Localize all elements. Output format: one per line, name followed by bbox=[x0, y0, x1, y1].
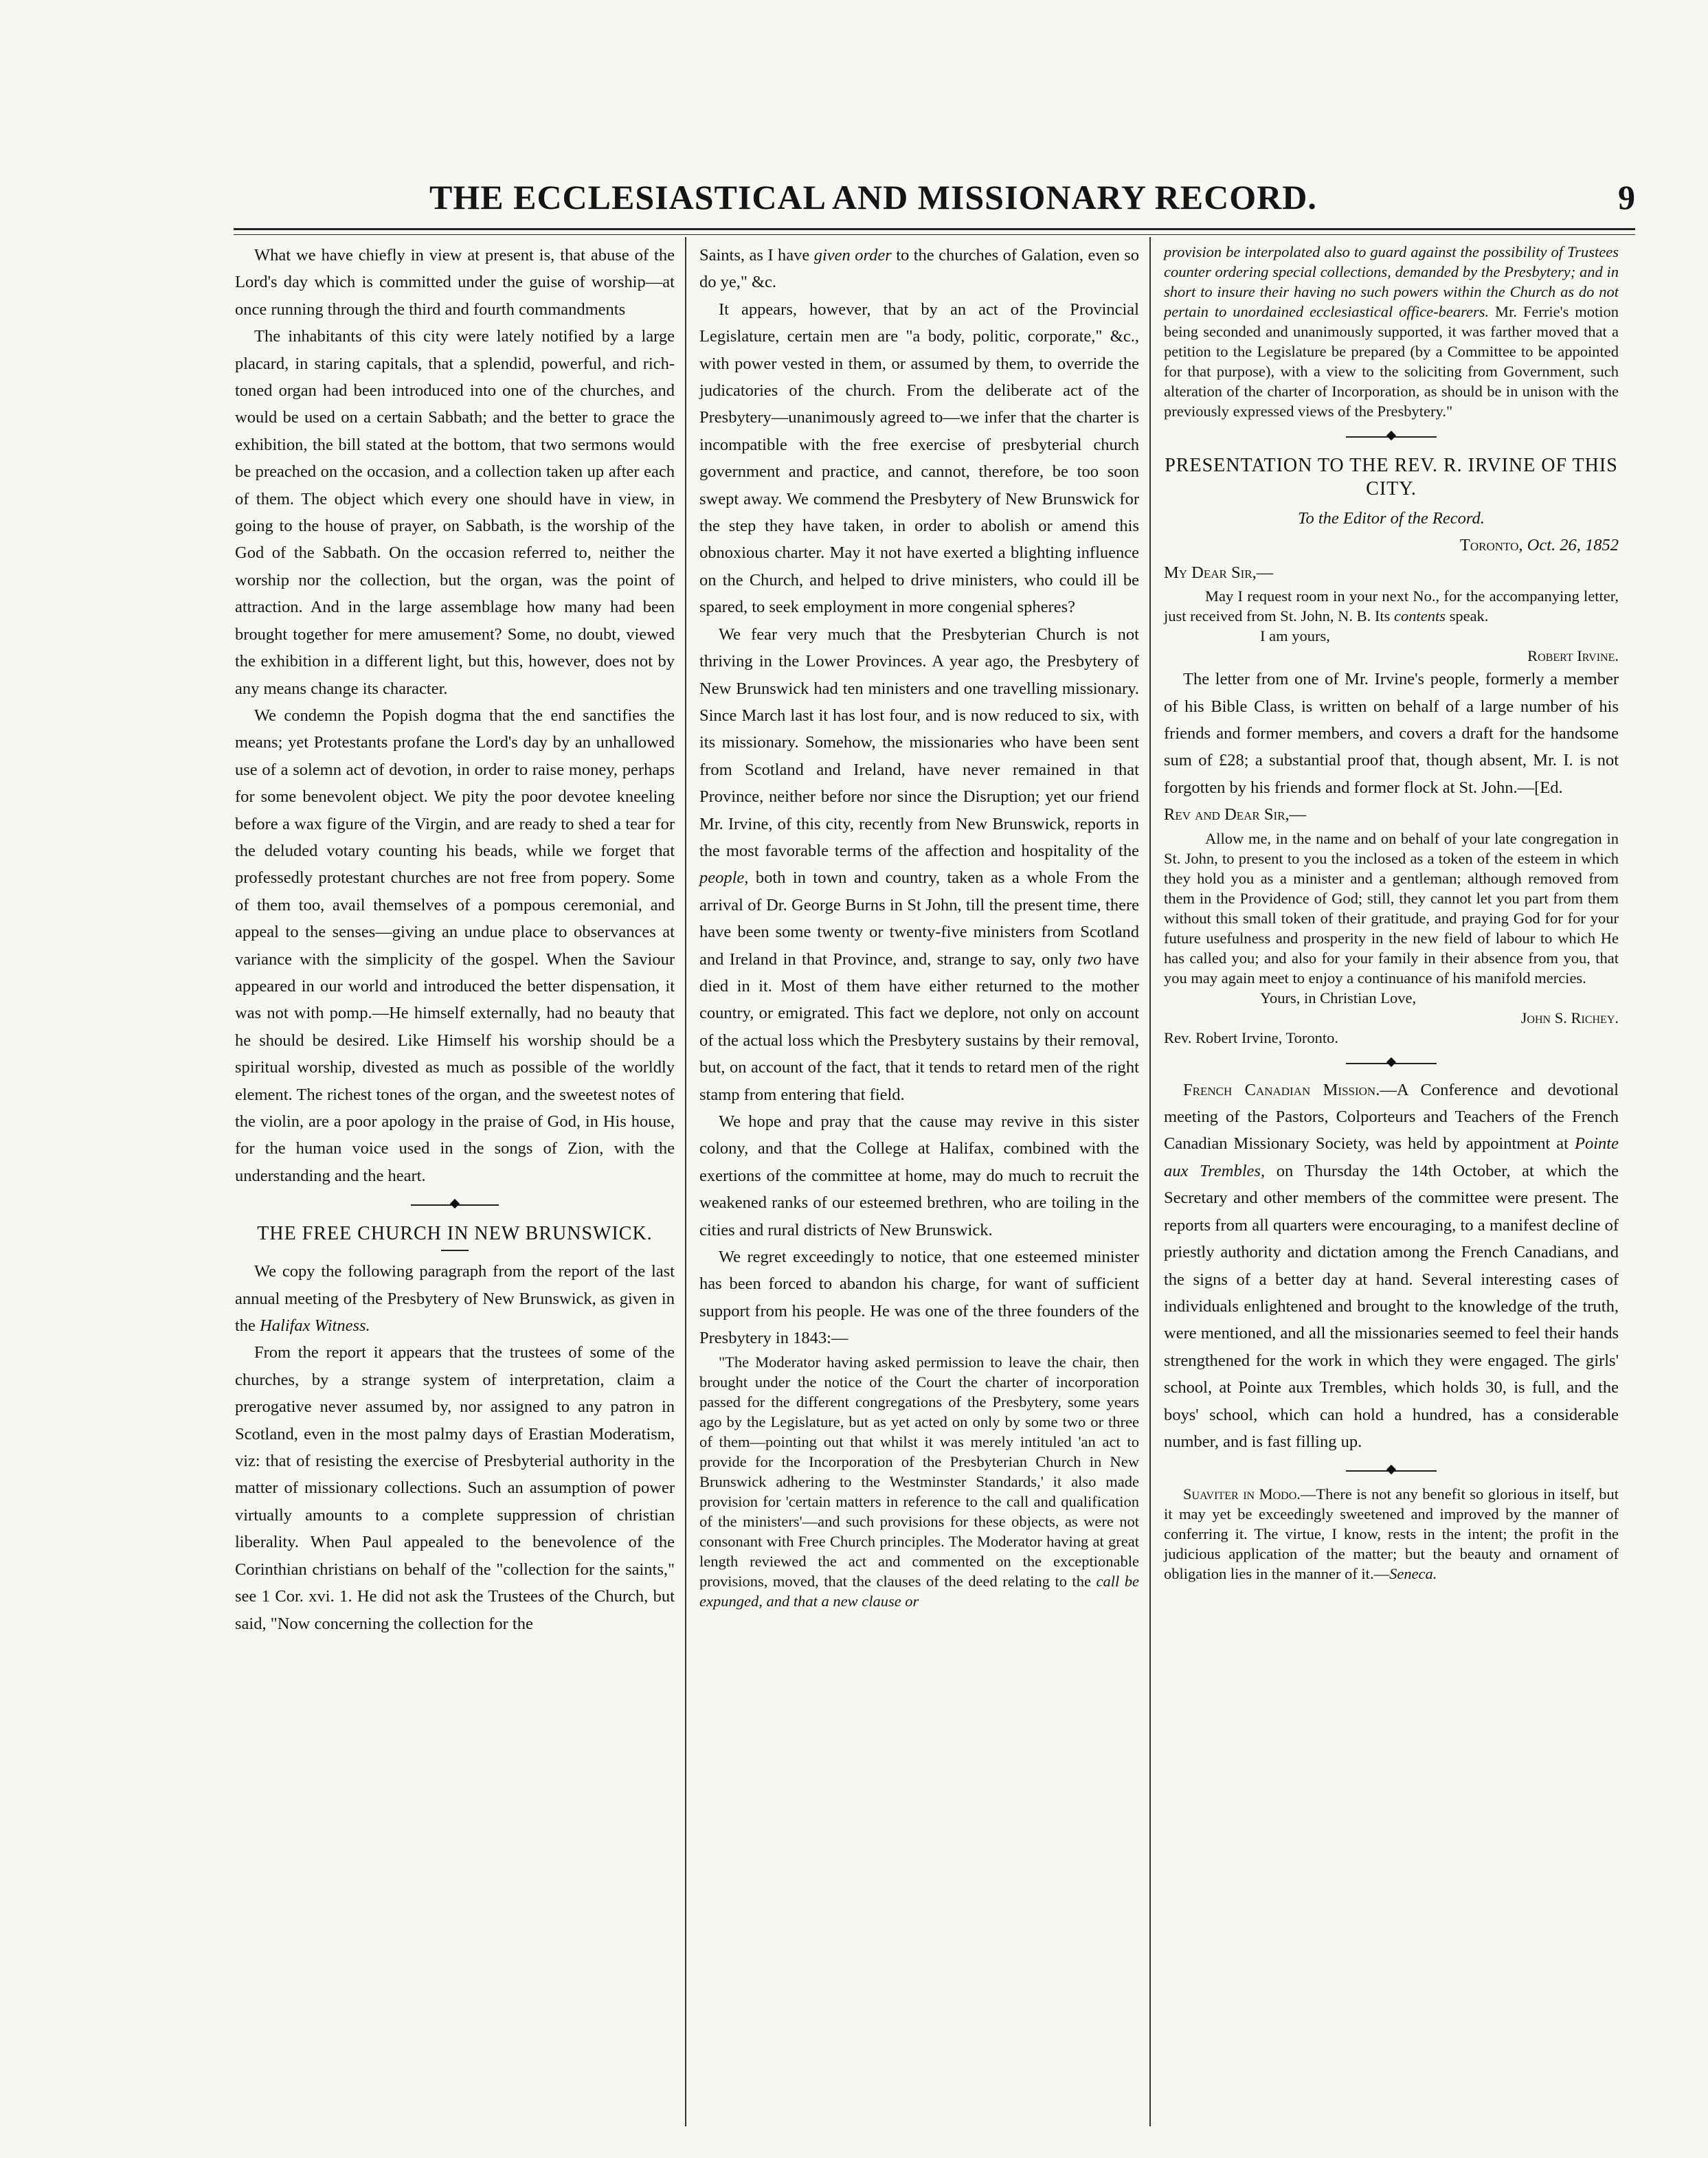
letter-paragraph bbox=[1164, 586, 1619, 626]
paragraph-text: —There is not any benefit so glorious in itself, but it may yet be exceedingly sweetened and improved by the manner of conferring it. The virtue, I know, rests in the intent; the profit in the judicious application of the matter; but the beauty and ornament of obligation lies in the manner of it.— bbox=[1164, 1485, 1619, 1583]
article-paragraph bbox=[699, 621, 1139, 1108]
letter-address bbox=[1164, 505, 1619, 532]
letter-signature: John S. Richey. bbox=[1520, 1009, 1619, 1026]
letter-close: I am yours, bbox=[1260, 627, 1330, 645]
attribution: Seneca. bbox=[1389, 1565, 1437, 1583]
column-2 bbox=[699, 242, 1139, 1611]
letter-close: Yours, in Christian Love, bbox=[1260, 989, 1417, 1007]
section-divider bbox=[1164, 1462, 1619, 1480]
header-rule bbox=[234, 228, 1635, 235]
paragraph-text: "The Moderator having asked permission to leave the chair, then brought under the notice of the Court the charter of incorporation passed for the different congregations of the Presbytery, some years ago by the Legislature, but as yet acted on only by some two or three of them—pointing out that whilst it was merely intituled 'an act to provide for the Incorporation of the Presbyterian Church in New Brunswick adhering to the Westminster Standards,' it also made provision for 'certain matters in reference to the call and qualification of the ministers'—and such provisions for these objects, as were not consonant with Free Church principles. The Moderator having at great length reviewed the act and commented on the exceptionable provisions, moved, that the clauses of the deed relating to the bbox=[699, 1353, 1139, 1590]
paragraph-text: We copy the following paragraph from the report of the last annual meeting of the Presbytery of New Brunswick, as given in the bbox=[235, 1262, 675, 1336]
paragraph-text: both in town and country, taken as a whole From the arrival of Dr. George Burns in St John, till the present time, there have been some twenty or twenty-five ministers from Scotland and Ireland in that Province, and, strange to say, only bbox=[699, 868, 1139, 969]
quoted-report bbox=[699, 1352, 1139, 1611]
emphasis: given order bbox=[813, 246, 892, 265]
place-name: Pointe aux Trembles, bbox=[1164, 1134, 1619, 1180]
to-editor: To the Editor of the Record. bbox=[1298, 509, 1485, 528]
section-divider bbox=[1164, 1055, 1619, 1072]
paragraph-text: speak. bbox=[1445, 607, 1489, 625]
column-1 bbox=[235, 242, 675, 1637]
publication-title: THE ECCLESIASTICAL AND MISSIONARY RECORD. bbox=[429, 178, 1317, 216]
article-paragraph: It appears, however, that by an act of the Provincial Legislature, certain men are "a body, politic, corporate," &c., with power vested in them, or assumed by them, to override the judicatories of the church. From the deliberate act of the Presbytery—unanimously agreed to—we infer that the charter is incompatible with the free exercise of presbyterial church government and practice, and cannot, therefore, be too soon swept away. We commend the Presbytery of New Brunswick for the step they have taken, in order to abolish or amend this obnoxious charter. May it not have exerted a blighting influence on the Church, and helped to drive ministers, who could ill be spared, to seek employment in more congenial spheres? bbox=[699, 300, 1139, 617]
page-number: 9 bbox=[1618, 178, 1635, 216]
emphasis: contents bbox=[1393, 607, 1446, 625]
section-divider bbox=[1164, 428, 1619, 446]
editor-note: The letter from one of Mr. Irvine's people, formerly a member of his Bible Class, is written on behalf of a large number of his friends and former members, and covers a draft for the handsome sum of £28; a substantial proof that, though absent, Mr. I. is not forgotten by his friends and former flock at St. John.—[Ed. bbox=[1164, 670, 1619, 797]
paragraph-text: —A Conference and devotional meeting of the Pastors, Colporteurs and Teachers of the French Canadian Missionary Society, was held by appointment at bbox=[1164, 1080, 1619, 1154]
paragraph-text: Mr. Ferrie's motion being seconded and unanimously supported, it was farther moved that a petition to the Legislature be prepared (by a Committee to be appointed for that purpose), with a view to the soliciting from Government, such alteration of the charter of Incorporation, as should be in unison with the previously expressed views of the Presbytery." bbox=[1164, 303, 1619, 420]
emphasis: provision be interpolated also to guard against the possibility of Trustees counter ordering special collections, demanded by the Presbytery; and in short to insure their having no such powers within the Church as do not pertain to unordained ecclesiastical office-bearers. bbox=[1164, 243, 1619, 320]
article-heading: PRESENTATION TO THE REV. R. IRVINE OF THIS CITY. bbox=[1165, 455, 1618, 499]
article-paragraph: The inhabitants of this city were lately notified by a large placard, in staring capitals, that a splendid, powerful, and rich-toned organ had been introduced into one of the churches, and would be used on a certain Sabbath; and the better to grace the exhibition, the bill stated at the bottom, that two sermons would be preached on the occasion, and a collection taken up after each of them. The object which every one should have in view, in going to the house of prayer, on Sabbath, is the worship of the God of the Sabbath. On the occasion referred to, neither the worship nor the collection, but the organ, was the point of attraction. And in the large assemblage how many had been brought together for mere amusement? Some, no doubt, viewed the exhibition in a different light, but this, however, does not by any means change its character. bbox=[235, 327, 675, 698]
article-paragraph: We hope and pray that the cause may revive in this sister colony, and that the College at Halifax, combined with the exertions of the committee at home, may do much to recruit the weakened ranks of our esteemed brethren, who are toiling in the cities and rural districts of New Brunswick. bbox=[699, 1112, 1139, 1239]
column-3 bbox=[1164, 242, 1619, 1584]
salutation: My Dear Sir,— bbox=[1164, 563, 1274, 582]
letter-addressee: Rev. Robert Irvine, Toronto. bbox=[1164, 1029, 1339, 1046]
emphasis: people, bbox=[699, 868, 749, 888]
paragraph-text: to the churches of Galation, even so do ye," &c. bbox=[699, 246, 1140, 292]
section-divider bbox=[235, 1196, 675, 1214]
article-lead: Suaviter in Modo. bbox=[1183, 1485, 1301, 1503]
paragraph-text: We fear very much that the Presbyterian Church is not thriving in the Lower Provinces. A year ago, the Presbytery of New Brunswick had ten ministers and one travelling missionary. Since March last it has lost four, and is now reduced to six, with its missionary. Somehow, the missionaries who have been sent from Scotland and Ireland, have never remained in that Province, neither before nor since the Disruption; yet our friend Mr. Irvine, of this city, recently from New Brunswick, reports in the most favorable terms of the affection and hospitality of the bbox=[699, 625, 1139, 860]
article-heading: THE FREE CHURCH IN NEW BRUNSWICK. bbox=[257, 1223, 653, 1245]
heading-rule bbox=[441, 1250, 469, 1251]
paragraph-text: on Thursday the 14th October, at which the Secretary and other members of the committee were present. The reports from all quarters were encouraging, to a manifest decline of priestly authority and dictation among the French Canadians, and the signs of a better day at hand. Several interesting cases of individuals enlightened and brought to the knowledge of the truth, were mentioned, and all the missionaries seemed to feel their hands strengthened for the work in which they were engaged. The girls' school, at Pointe aux Trembles, which holds 30, is full, and the boys' school, which can hold a hundred, has a considerable number, and is fast filling up. bbox=[1164, 1161, 1619, 1451]
quoted-report-continued bbox=[1164, 242, 1619, 421]
article-paragraph: We condemn the Popish dogma that the end sanctifies the means; yet Protestants profane the Lord's day by an unhallowed use of a solemn act of devotion, in order to raise money, perhaps for some benevolent object. We pity the poor devotee kneeling before a wax figure of the Virgin, and are ready to shed a tear for the deluded votary counting his beads, while we forget that professedly protestant churches are not free from popery. Some of them too, avail themselves of a pompous ceremonial, and appeal to the senses—giving an undue place to observances at variance with the simplicity of the gospel. When the Saviour appeared in our world and introduced the better dispensation, it was not with pomp.—He himself externally, had no beauty that he should be desired. Like Himself his worship should be a spiritual worship, divested as much as possible of the worldly element. The richest tones of the organ, and the sweetest notes of the violin, are a poor apology in the praise of God, in His house, for the human voice used in the songs of Zion, with the understanding and the heart. bbox=[235, 706, 675, 1185]
article-paragraph bbox=[235, 1258, 675, 1339]
emphasis: two bbox=[1077, 949, 1102, 969]
source-title: Halifax Witness. bbox=[260, 1316, 370, 1336]
article-paragraph: We regret exceedingly to notice, that one esteemed minister has been forced to abandon his charge, for want of sufficient support from his people. He was one of the three founders of the Presbytery in 1843:— bbox=[699, 1248, 1139, 1348]
column-divider bbox=[685, 237, 686, 2126]
letter-signature: Robert Irvine. bbox=[1527, 647, 1619, 665]
article-paragraph bbox=[699, 242, 1139, 296]
salutation: Rev and Dear Sir,— bbox=[1164, 805, 1307, 824]
article-paragraph: What we have chiefly in view at present is, that abuse of the Lord's day which is committed under the guise of worship—at once running through the third and fourth commandments bbox=[235, 246, 675, 319]
article-lead: French Canadian Mission. bbox=[1183, 1080, 1380, 1099]
dateline-place: Toronto, bbox=[1459, 536, 1523, 555]
column-divider bbox=[1149, 237, 1151, 2126]
article-paragraph: From the report it appears that the trustees of some of the churches, by a strange system of interpretation, claim a prerogative never assumed by, nor assigned to any patron in Scotland, even in the most palmy days of Erastian Moderatism, viz: that of resisting the exercise of Presbyterial authority in the matter of missionary collections. Such an assumption of power virtually amounts to a complete suppression of christian liberality. When Paul appealed to the benevolence of the Corinthian christians on behalf of the "collection for the saints," see 1 Cor. xvi. 1. He did not ask the Trustees of the Church, but said, "Now concerning the collection for the bbox=[235, 1343, 675, 1633]
article-paragraph bbox=[1164, 1484, 1619, 1584]
paragraph-text: Saints, as I have bbox=[699, 246, 814, 265]
article-paragraph bbox=[1164, 1077, 1619, 1456]
paragraph-text: have died in it. Most of them have either returned to the mother country, or emigrated. This fact we deplore, not only on account of the actual loss which the Presbytery sustains by their removal, but, on account of the fact, that it tends to retard men of the right stamp from entering that field. bbox=[699, 949, 1140, 1104]
emphasis: call be expunged, and that a new clause or bbox=[699, 1572, 1140, 1610]
paragraph-text: May I request room in your next No., for the accompanying letter, just received from St. John, N. B. Its bbox=[1164, 587, 1619, 625]
dateline-date: Oct. 26, 1852 bbox=[1527, 536, 1619, 555]
letter-paragraph: Allow me, in the name and on behalf of your late congregation in St. John, to present to you the inclosed as a token of the esteem in which they hold you as a minister and a gentleman; although removed from them in the Providence of God; still, they cannot let you part from them without this small token of their gratitude, and praying God for for your future usefulness and prosperity in the new field of labour to which He has called you; and also for your family in their absence from you, that you may again meet to enjoy a continuance of his manifold mercies. bbox=[1164, 829, 1619, 987]
page-header bbox=[234, 177, 1635, 232]
dateline bbox=[1164, 532, 1619, 559]
